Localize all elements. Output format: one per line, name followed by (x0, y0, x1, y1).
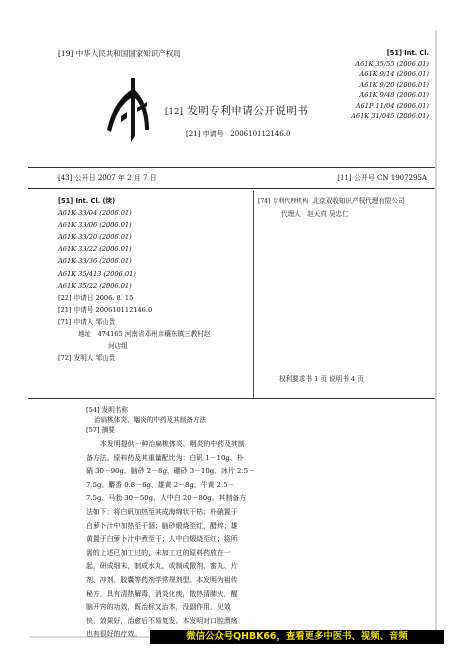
abstract-line: 7.5g、麝香 0.8－6g、雄黄 2－8g、牛黄 2.5－ (86, 480, 235, 489)
filing-date: [22] 申请日 2006. 8. 15 (58, 293, 134, 302)
agency-data (258, 195, 433, 220)
header-divider (28, 167, 435, 168)
ipc-cont-entry: A61K 33/20 (2006.01) (58, 233, 132, 242)
bibliographic-data (58, 195, 248, 364)
invention-title: 治扁桃体炎、咽炎的中药及其制备方法 (94, 416, 207, 424)
pub-divider (28, 188, 435, 189)
ipc-cont-entry: A61K 33/22 (2006.01) (58, 245, 132, 254)
ipc-entry: A61K 9/14 (2006.01) (359, 70, 429, 78)
ipc-classification (351, 48, 429, 122)
address-line2: 河店组 (108, 342, 128, 351)
agent-label: 代理人 (281, 210, 301, 218)
country-office-label: [19] 中华人民共和国国家知识产权局 (58, 49, 181, 58)
agency-row (258, 195, 433, 208)
publication-date: [43] 公开日 2007 年 2 月 7 日 (58, 174, 157, 182)
agent-row (258, 208, 433, 220)
abstract-line: 秘方，具有清热解毒，消炎化痰，散热清肺火，醒 (86, 589, 238, 598)
doc-type-code: [12] (165, 107, 184, 116)
ipc-entry: A61K 35/55 (2006.01) (355, 59, 429, 68)
wechat-promo-banner: 微信公众号QHBK66，查看更多中医书、视频、音频 (150, 630, 444, 644)
ipc-entry: A61K 9/20 (2006.01) (359, 80, 429, 89)
abstract-line: 7.5g、马勃 30－50g、人中白 20－80g。其制备方 (86, 494, 247, 503)
page-count: 权利要求书 1 页 说明书 4 页 (279, 375, 364, 383)
invention-title-label: [54] 发明名称 (86, 406, 129, 414)
address (58, 328, 248, 340)
app-no-value: 200610112146.0 (230, 130, 291, 138)
publication-number: [11] 公开号 CN 1907295A (337, 174, 427, 182)
abstract-line: 起，研成细末，制成水丸，或制成散剂、蜜丸、片 (86, 562, 238, 571)
ipc-entry: A61P 11/04 (2006.01) (355, 101, 429, 110)
abstract-line: 快、效果好，治愈后不易复发。本发明对口腔溃疡 (86, 616, 238, 625)
app-no-code: [21] 申请号 (186, 130, 224, 138)
ipc-cont-heading: [51] Int. Cl. (续) (58, 197, 116, 205)
application-number: [21] 申请号 200610112146.0 (58, 305, 153, 314)
ipc-cont-entry: A61K 35/22 (2006.01) (58, 281, 132, 290)
ipc-cont-entry: A61K 33/04 (2006.01) (58, 209, 132, 218)
title-and-abstract-headings (86, 404, 416, 434)
application-number-header (186, 129, 290, 139)
abstract-line: 备方法。原料药及其重量配比为：白矾 1－10g、朴 (86, 453, 244, 462)
agency-name: 北京双收知识产权代理有限公司 (312, 197, 405, 205)
column-divider (253, 191, 254, 398)
abstract-line: 脑开窍的功效，既治标又治本，没副作用，见效 (86, 603, 231, 612)
biblio-bottom-divider (28, 398, 435, 399)
abstract-line: 法如下：将白矾加热至其成海绵状干枯；朴硝置于 (86, 507, 238, 516)
patent-office-logo (101, 76, 153, 146)
ipc-entry: A61K 9/48 (2006.01) (359, 91, 429, 99)
abstract-line: 剂、冲剂、胶囊等药剂学常规剂型。本发明为祖传 (86, 575, 238, 584)
agent-names: 赵天真 吴忠仁 (307, 210, 349, 218)
address-label: 地址 (78, 330, 92, 339)
abstract-line: 硝 30－90g、脑砂 2－8g、硼砂 3－10g、冰片 2.5－ (86, 467, 255, 476)
abstract-line: 需的上述已加工过的、未加工过的原料药放在一 (86, 548, 231, 557)
abstract-line: 本发明提供一种治扁桃体炎、咽炎的中药及其制 (100, 440, 245, 448)
ipc-cont-entry: A61K 33/36 (2006.01) (58, 257, 132, 266)
ipc-entry: A61K 31/045 (2006.01) (351, 112, 429, 120)
abstract-line: 黄置于白萝卜汁中煮至干；人中白煅烧至红；将所 (86, 535, 238, 544)
agency-label: [74] 专利代理机构 (258, 198, 309, 205)
ipc-cont-entry: A61K 35/413 (2006.01) (58, 269, 136, 278)
abstract-label: [57] 摘要 (86, 426, 115, 434)
abstract-line: 也有很好的疗效。 (86, 630, 142, 639)
ipc-cont-entry: A61K 33/06 (2006.01) (58, 221, 132, 230)
doc-type: 发明专利申请公开说明书 (187, 105, 309, 117)
ipc-heading: [51] Int. Cl. (386, 49, 429, 57)
inventor: [72] 发明人 邹山贵 (58, 354, 116, 363)
abstract-body (86, 438, 276, 642)
applicant: [71] 申请人 邹山贵 (58, 317, 116, 326)
document-title (165, 103, 308, 118)
address-line1: 474165 河南省邓州市穰东镇三教村赵 (97, 330, 211, 339)
abstract-line: 白萝卜汁中加热至干涸；脑砂煅烧至红，醋焠；雄 (86, 521, 238, 530)
